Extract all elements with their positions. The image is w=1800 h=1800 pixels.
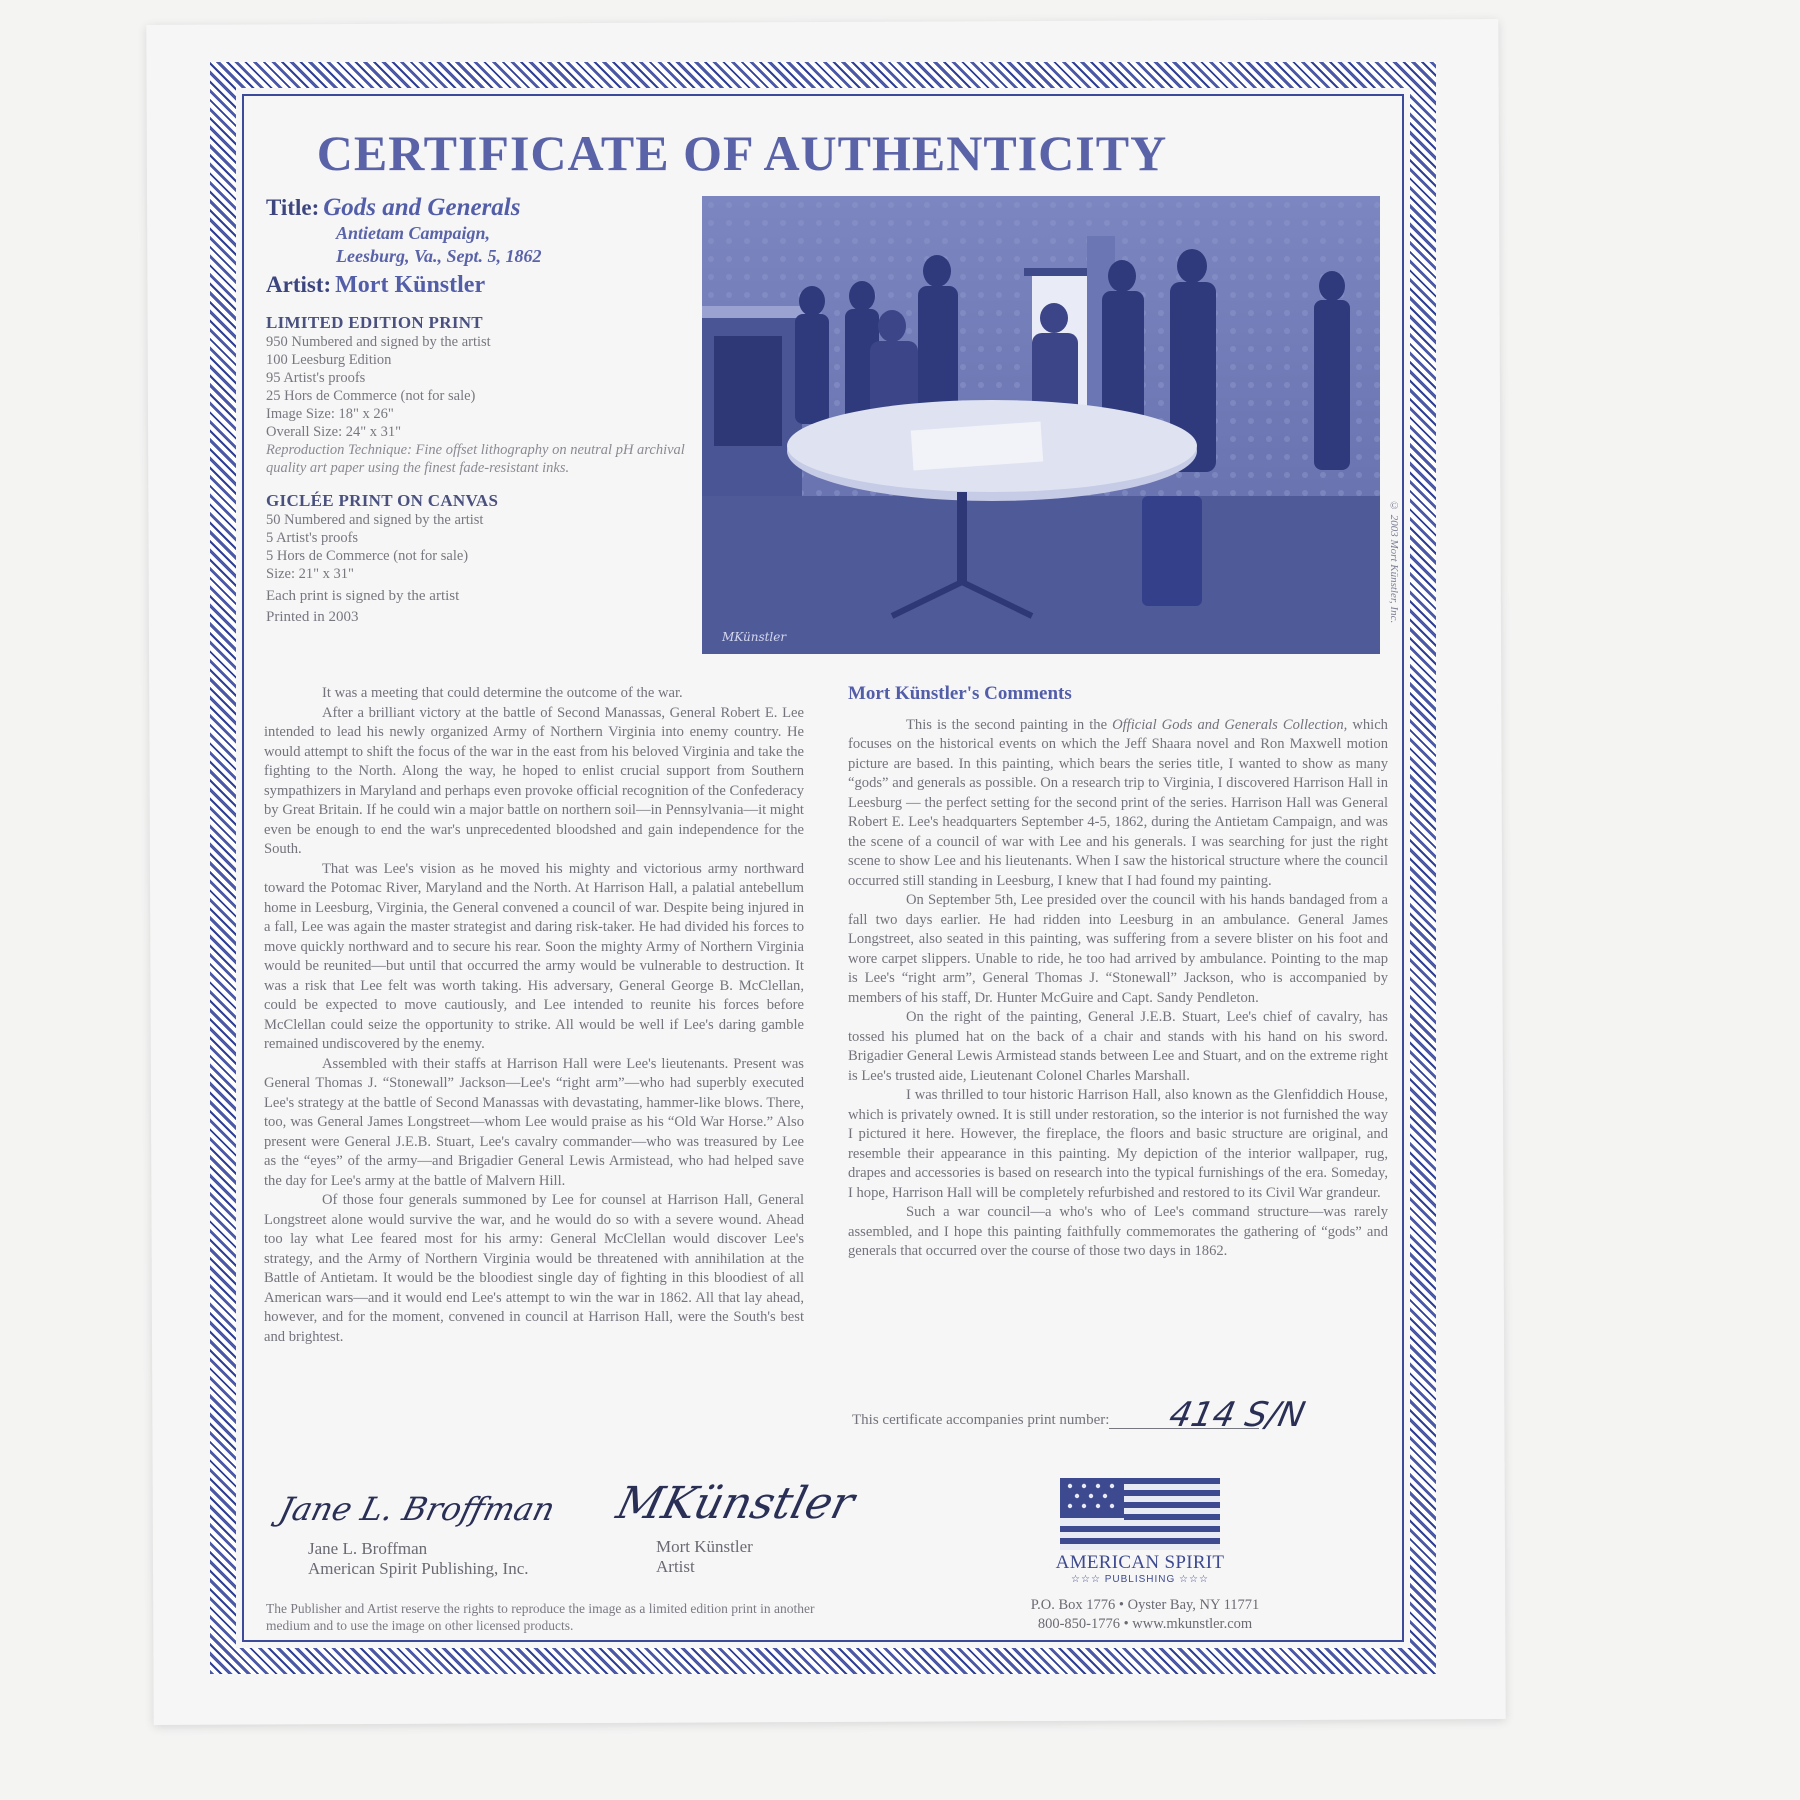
- publisher-name: Jane L. Broffman: [308, 1539, 428, 1558]
- comments-heading: Mort Künstler's Comments: [848, 683, 1072, 704]
- contact-address: P.O. Box 1776 • Oyster Bay, NY 11771: [1030, 1597, 1260, 1613]
- limited-edition-line: 950 Numbered and signed by the artist: [266, 334, 491, 350]
- artist-signature-block: [611, 1478, 898, 1577]
- comments-text: This is the second painting in the: [906, 716, 1113, 733]
- comments-paragraph: [848, 716, 1388, 892]
- print-number-handwritten: 414 S/N: [1165, 1395, 1309, 1435]
- comments-paragraph: I was thrilled to tour historic Harrison Hall, also known as the Glenfiddich House, which is privately owned. It is still under restoration, so the interior is not furnished the way I pictured it here. However, the fireplace, the floors and basic structure are original, and resemble their appearance in this painting. My depiction of the interior wallpaper, rug, drapes and accessories is based on research into the typical furnishings of the era. Someday, I hope, Harrison Hall will be completely refurbished and restored to its Civil War grandeur.: [848, 1087, 1388, 1201]
- contact-info: [980, 1596, 1310, 1634]
- giclee-heading: GICLÉE PRINT ON CANVAS: [266, 491, 499, 510]
- printed-year: Printed in 2003: [266, 609, 359, 625]
- publisher-signature: Jane L. Broffman: [275, 1490, 559, 1528]
- story-paragraph: Of those four generals summoned by Lee for counsel at Harrison Hall, General Longstreet alone would survive the war, and he would do so with a severe wound. Ahead too lay what Lee feared most for his army: General McClellan would discover Lee's strategy, and the Army of Northern Virginia would be threatened with annihilation at the Battle of Antietam. It would be the bloodiest single day of fighting in this bloodiest of all American wars—and it would end Lee's attempt to win the war in 1862. All that lay ahead, however, and for the moment, convened in council at Harrison Hall, were the South's best and brightest.: [264, 1192, 804, 1345]
- comments-paragraph: On the right of the painting, General J.E.B. Stuart, Lee's chief of cavalry, has tossed his plumed hat on the back of a chair and stands with his hand on his sword. Brigadier General Lewis Armistead stands between Lee and Stuart, and on the extreme right is Lee's trusted aide, Lieutenant Colonel Charles Marshall.: [848, 1009, 1388, 1084]
- print-number-label: This certificate accompanies print number:: [852, 1412, 1110, 1428]
- print-number-line: [852, 1395, 1392, 1435]
- comments-paragraph: On September 5th, Lee presided over the council with his hands bandaged from a fall two days earlier. He had ridden into Leesburg in an ambulance. General James Longstreet, also seated in this painting, was suffering from a severe blister on his foot and wore carpet slippers. Unable to ride, he too had arrived by ambulance. Pointing to the map is Lee's “right arm”, General Thomas J. “Stonewall” Jackson, who is accompanied by members of his staff, Dr. Hunter McGuire and Capt. Sandy Pendleton.: [848, 892, 1388, 1006]
- story-paragraph: It was a meeting that could determine the outcome of the war.: [322, 685, 683, 701]
- publisher-logo-sub: ☆☆☆ PUBLISHING ☆☆☆: [1071, 1574, 1209, 1585]
- story-paragraph: That was Lee's vision as he moved his mighty and victorious army northward toward the Potomac River, Maryland and the North. At Harrison Hall, a palatial antebellum home in Leesburg, Virginia, the General convened a council of war. Despite being injured in a fall, Lee was again the master strategist and daring risk-taker. He had divided his forces to move quickly northward and to secure his rear. Soon the mighty Army of Northern Virginia would be reunited—but until that occurred the army would be vulnerable to destruction. It was a risk that Lee felt was worth taking. His adversary, General George B. McClellan, could be expected to move cautiously, and Lee intended to reunite his forces before McClellan could seize the opportunity to strike. All would be well if Lee's daring gamble remained undiscovered by the enemy.: [264, 860, 804, 1052]
- collection-name: Official Gods and Generals Collection,: [1112, 716, 1348, 733]
- limited-edition-line: 100 Leesburg Edition: [266, 352, 392, 368]
- publisher-logo-name: AMERICAN SPIRIT: [1055, 1552, 1225, 1573]
- comments-column: [848, 684, 1388, 1262]
- certificate-title: CERTIFICATE OF AUTHENTICITY: [316, 125, 1168, 181]
- rights-note: The Publisher and Artist reserve the rights to reproduce the image as a limited edition print in another medium and to use the image on other licensed products.: [266, 1601, 815, 1633]
- giclee-line: Size: 21" x 31": [266, 566, 354, 582]
- story-paragraph: After a brilliant victory at the battle of Second Manassas, General Robert E. Lee intended to lead his newly organized Army of Northern Virginia into enemy country. He would attempt to shift the focus of the war in the east from his beloved Virginia and take the fighting to the North. Along the way, he hoped to enlist crucial support from Southern sympathizers in Maryland and perhaps even provoke official recognition of the Confederacy by Great Britain. If he could win a major battle on northern soil—in Pennsylvania—it might even be enough to end the war's unprecedented bloodshed and gain independence for the South.: [264, 704, 804, 857]
- limited-edition-line: Overall Size: 24" x 31": [266, 424, 402, 440]
- signed-note: Each print is signed by the artist: [266, 588, 460, 604]
- story-paragraph: Assembled with their staffs at Harrison Hall were Lee's lieutenants. Present was General Thomas J. “Stonewall” Jackson—Lee's “right arm”—who had superbly executed Lee's strategy at the battle of Second Manassas with devastating, hammer-like blows. There, too, was General James Longstreet—whom Lee would praise as his “Old War Horse.” Also present were General J.E.B. Stuart, Lee's cavalry commander—who was treasured by Lee as the “eyes” of the army—and Brigadier General Lewis Armistead, who had helped save the day for Lee's army at the battle of Malvern Hill.: [264, 1055, 804, 1189]
- artist-signer-name: Mort Künstler: [656, 1537, 753, 1556]
- comments-paragraph: Such a war council—a who's who of Lee's command structure—was rarely assembled, and I hope this painting faithfully commemorates the gathering of “gods” and generals that occurred over the course of those two days in 1862.: [848, 1204, 1388, 1259]
- artist-label: Artist:: [266, 272, 332, 297]
- reproduction-technique: Reproduction Technique: Fine offset lithography on neutral pH archival quality art paper using the finest fade-resistant inks.: [266, 442, 685, 476]
- publisher-logo: [1042, 1478, 1238, 1585]
- limited-edition-line: 95 Artist's proofs: [266, 370, 366, 386]
- limited-edition-line: 25 Hors de Commerce (not for sale): [266, 388, 476, 404]
- painting-illustration: [702, 196, 1380, 654]
- limited-edition-heading: LIMITED EDITION PRINT: [266, 313, 483, 332]
- limited-edition-line: Image Size: 18" x 26": [266, 406, 394, 422]
- svg-text:MKünstler: MKünstler: [722, 630, 787, 644]
- flag-icon: [1060, 1478, 1220, 1550]
- artist-name: Mort Künstler: [335, 272, 486, 298]
- print-subtitle-1: Antietam Campaign,: [336, 223, 491, 243]
- giclee-line: 5 Artist's proofs: [266, 530, 359, 546]
- painting-image: [702, 196, 1380, 654]
- contact-phone-web: 800-850-1776 • www.mkunstler.com: [1037, 1616, 1253, 1632]
- publisher-signature-block: [275, 1490, 590, 1579]
- giclee-line: 5 Hors de Commerce (not for sale): [266, 548, 469, 564]
- title-label: Title:: [266, 195, 320, 220]
- comments-text: which focuses on the historical events on which the Jeff Shaara novel and Ron Maxwell motion picture are based. In this painting, which bears the series title, I wanted to show as many “gods” and generals as possible. On a research trip to Virginia, I discovered Harrison Hall in Leesburg — the perfect setting for the second print of the series. Harrison Hall was General Robert E. Lee's headquarters September 4-5, 1862, during the Antietam Campaign, and was the scene of a council of war with Lee and his generals. I was searching for just the right scene to show Lee and his lieutenants. When I saw the historical structure where the council occurred still standing in Leesburg, I knew that I had found my painting.: [848, 716, 1388, 889]
- giclee-line: 50 Numbered and signed by the artist: [266, 512, 484, 528]
- publisher-company: American Spirit Publishing, Inc.: [308, 1559, 529, 1578]
- artist-signature: MKünstler: [611, 1478, 860, 1529]
- painting-credit: © 2003 Mort Künstler, Inc.: [1388, 500, 1400, 624]
- print-subtitle-2: Leesburg, Va., Sept. 5, 1862: [336, 246, 542, 266]
- print-title: Gods and Generals: [323, 194, 521, 221]
- print-info: [266, 194, 686, 626]
- artist-role: Artist: [656, 1557, 695, 1576]
- story-column: [264, 684, 804, 1347]
